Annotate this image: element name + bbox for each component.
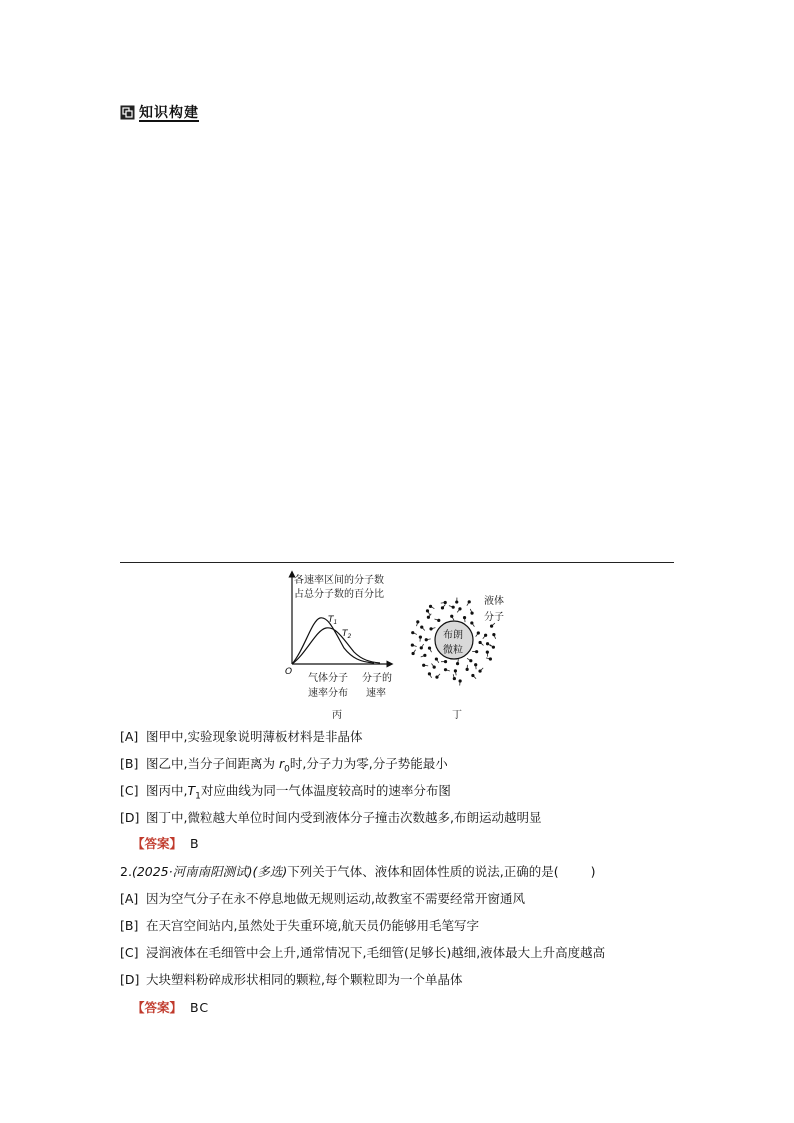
x-axis-label-line2: 速率 (366, 688, 386, 699)
q1-option-b (120, 755, 448, 779)
liquid-molecule (463, 616, 466, 619)
liquid-molecule (444, 660, 447, 663)
particle-label-line1: 布朗 (443, 630, 463, 641)
option-text: 在天宫空间站内,虽然处于失重环境,航天员仍能够用毛笔写字 (146, 918, 479, 933)
liquid-molecule (479, 641, 482, 644)
answer-value: BC (190, 1000, 210, 1015)
liquid-molecule (420, 646, 423, 649)
figure-ding-label: 丁 (452, 710, 462, 721)
curve-t1-label: $T_1$ (328, 615, 338, 626)
option-key: [A] (120, 891, 139, 906)
liquid-molecule (492, 633, 495, 636)
q2-option-c (120, 944, 605, 962)
option-text: 大块塑料粉碎成形状相同的颗粒,每个颗粒即为一个单晶体 (146, 972, 463, 987)
liquid-molecule (477, 631, 480, 634)
liquid-molecule (470, 621, 473, 624)
liquid-molecule (469, 659, 472, 662)
option-text: 图甲中,实验现象说明薄板材料是非晶体 (146, 729, 363, 744)
liquid-molecule (458, 607, 461, 610)
section-divider (120, 562, 674, 563)
liquid-molecule (422, 664, 425, 667)
liquid-molecule (478, 669, 481, 672)
y-axis-label-line1: 各速率区间的分子数 (294, 575, 384, 586)
liquid-molecule (411, 643, 414, 646)
liquid-molecule (427, 616, 430, 619)
liquid-label-line1: 液体 (484, 596, 504, 607)
liquid-molecule (454, 669, 457, 672)
q1-answer (120, 835, 200, 853)
liquid-molecule (428, 672, 431, 675)
option-text-before: 图丙中, (146, 783, 188, 798)
question-type: (多选) (252, 864, 288, 879)
liquid-molecule (444, 668, 447, 671)
liquid-molecule (425, 638, 428, 641)
liquid-molecule (437, 619, 440, 622)
question-source: (2025·河南南阳测试) (131, 864, 253, 879)
answer-value: B (190, 836, 200, 851)
caption-line1: 气体分子 (308, 673, 348, 684)
liquid-molecule (486, 651, 489, 654)
liquid-molecule (489, 657, 492, 660)
liquid-molecule (444, 601, 447, 604)
liquid-molecule (450, 615, 453, 618)
liquid-molecule (486, 642, 489, 645)
var-sub: 0 (284, 764, 290, 775)
liquid-molecule (484, 634, 487, 637)
option-text: 因为空气分子在永不停息地做无规则运动,故教室不需要经常开窗通风 (146, 891, 525, 906)
option-key: [D] (120, 810, 140, 825)
liquid-molecule (490, 625, 493, 628)
liquid-molecule (466, 668, 469, 671)
option-text-after: 时,分子力为零,分子势能最小 (289, 756, 448, 771)
liquid-molecule (411, 652, 414, 655)
liquid-molecule (459, 679, 462, 682)
liquid-molecule (416, 620, 419, 623)
liquid-molecule (419, 635, 422, 638)
caption-line2: 速率分布 (308, 688, 348, 699)
liquid-molecule (474, 663, 477, 666)
liquid-molecule (475, 650, 478, 653)
option-text-after: 对应曲线为同一气体温度较高时的速率分布图 (200, 783, 451, 798)
liquid-molecule (468, 600, 471, 603)
curve-t2-label: $T_2$ (342, 629, 352, 640)
q2-stem (120, 863, 596, 881)
option-key: [B] (120, 756, 139, 771)
q2-option-b (120, 917, 479, 935)
liquid-molecule (429, 605, 432, 608)
liquid-molecule (428, 647, 431, 650)
liquid-molecule (426, 609, 429, 612)
liquid-molecule (433, 665, 436, 668)
origin-label: O (285, 667, 293, 677)
answer-label: 【答案】 (132, 1000, 183, 1015)
q2-option-a (120, 890, 525, 908)
liquid-molecule (456, 662, 459, 665)
option-text-before: 图乙中,当分子间距离为 (146, 756, 279, 771)
liquid-molecule (470, 612, 473, 615)
question-stem: 下列关于气体、液体和固体性质的说法,正确的是( (287, 864, 559, 879)
liquid-molecule (411, 631, 414, 634)
section-heading (120, 102, 199, 122)
var-t: T (187, 783, 196, 798)
option-key: [C] (120, 945, 139, 960)
particle-label-line2: 微粒 (443, 645, 463, 656)
liquid-label-line2: 分子 (484, 612, 504, 623)
liquid-molecule (435, 657, 438, 660)
q1-option-d (120, 809, 541, 827)
liquid-molecule (420, 626, 423, 629)
liquid-molecule (423, 654, 426, 657)
answer-label: 【答案】 (132, 836, 183, 851)
option-text: 图丁中,微粒越大单位时间内受到液体分子撞击次数越多,布朗运动越明显 (146, 810, 542, 825)
option-text: 浸润液体在毛细管中会上升,通常情况下,毛细管(足够长)越细,液体最大上升高度越高 (146, 945, 606, 960)
option-key: [B] (120, 918, 139, 933)
figure-ding (408, 590, 514, 722)
option-key: [C] (120, 783, 139, 798)
var-sub: 1 (195, 791, 201, 802)
option-key: [A] (120, 729, 139, 744)
liquid-molecule (441, 606, 444, 609)
section-title: 知识构建 (139, 105, 199, 121)
q2-answer (120, 999, 209, 1017)
liquid-molecule (429, 627, 432, 630)
q1-option-a (120, 728, 362, 746)
liquid-molecule (455, 600, 458, 603)
q1-option-c (120, 782, 451, 806)
y-axis-label-line2: 占总分子数的百分比 (294, 589, 384, 600)
question-number: 2. (120, 864, 132, 879)
liquid-molecule (453, 677, 456, 680)
q2-option-d (120, 971, 462, 989)
option-key: [D] (120, 972, 140, 987)
figure-bing-label: 丙 (332, 710, 342, 721)
figure-bing (282, 570, 394, 722)
liquid-molecule (471, 674, 474, 677)
var-r: r (278, 756, 285, 771)
question-stem-end: ) (590, 864, 596, 879)
liquid-molecule (452, 606, 455, 609)
liquid-molecule (435, 676, 438, 679)
x-axis-label-line1: 分子的 (362, 673, 392, 684)
copy-icon (120, 105, 135, 120)
liquid-molecule (492, 646, 495, 649)
